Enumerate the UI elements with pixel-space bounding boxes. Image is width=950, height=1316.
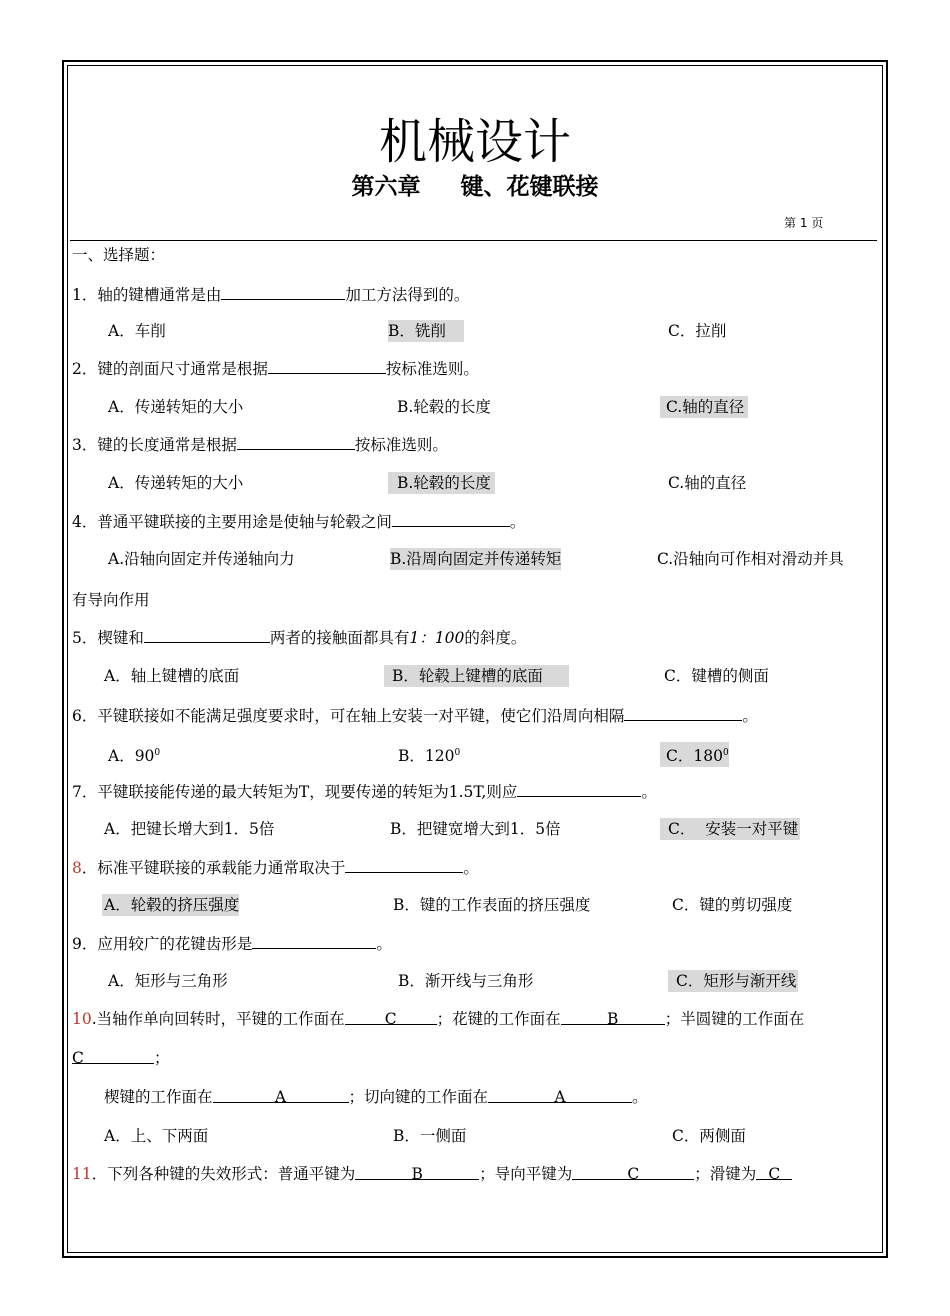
q2-option-b: B.轮毂的长度 — [397, 398, 491, 416]
question-3: 3．键的长度通常是根据 按标准选则。 — [72, 433, 448, 456]
question-11: 11．下列各种键的失效形式：普通平键为 B ；导向平键为 C ；滑键为 C — [72, 1163, 792, 1185]
question-10: 10.当轴作单向回转时，平键的工作面在 C ；花键的工作面在 B ；半圆键的工作面在 — [72, 1010, 805, 1028]
q5-option-a: A．轴上键槽的底面 — [104, 667, 240, 685]
q5-option-b: B．轮毂上键槽的底面 — [384, 665, 569, 687]
q2-option-c: C.轴的直径 — [660, 396, 748, 418]
question-4: 4．普通平键联接的主要用途是使轴与轮毂之间 。 — [72, 510, 525, 533]
question-1: 1．轴的键槽通常是由 加工方法得到的。 — [72, 283, 469, 306]
question-9: 9．应用较广的花键齿形是 。 — [72, 932, 392, 955]
question-5: 5．楔键和 两者的接触面都具有1：100的斜度。 — [72, 626, 526, 649]
q2-option-a: A．传递转矩的大小 — [108, 398, 244, 416]
chapter-title: 第六章 键、花键联接 — [351, 174, 599, 200]
q4-option-a: A.沿轴向固定并传递轴向力 — [108, 550, 295, 568]
q7-option-a: A．把键长增大到1．5倍 — [104, 820, 275, 838]
q9-option-c: C．矩形与渐开线 — [668, 970, 798, 992]
q1-option-c: C．拉削 — [668, 322, 727, 340]
q8-option-c: C．键的剪切强度 — [672, 896, 793, 914]
q10-option-c: C．两侧面 — [672, 1127, 746, 1145]
q7-option-c: C． 安装一对平键 — [660, 818, 800, 840]
page-number: 第 1 页 — [784, 216, 824, 230]
page-border-inner — [67, 65, 883, 1253]
question-10-cont: C ； — [72, 1049, 170, 1067]
q4-option-c-continued: 有导向作用 — [72, 591, 150, 609]
q7-option-b: B．把键宽增大到1．5倍 — [390, 820, 561, 838]
q8-option-b: B．键的工作表面的挤压强度 — [393, 896, 591, 914]
q10-option-b: B．一侧面 — [393, 1127, 467, 1145]
q4-option-b: B.沿周向固定并传递转矩 — [390, 550, 562, 568]
section-heading: 一、选择题： — [72, 246, 166, 264]
question-6: 6．平键联接如不能满足强度要求时，可在轴上安装一对平键，使它们沿周向相隔 。 — [72, 704, 758, 727]
q10-option-a: A．上、下两面 — [104, 1127, 209, 1145]
question-2: 2．键的剖面尺寸通常是根据 按标准选则。 — [72, 357, 479, 380]
q6-option-c: C．$180^0$ — [660, 742, 729, 767]
q4-option-c: C.沿轴向可作相对滑动并具 — [657, 550, 844, 568]
q9-option-b: B．渐开线与三角形 — [398, 972, 534, 990]
question-8: 8．标准平键联接的承载能力通常取决于 。 — [72, 856, 479, 879]
question-7: 7．平键联接能传递的最大转矩为T，现要传递的转矩为1.5T,则应 。 — [72, 780, 657, 803]
q3-option-c: C.轴的直径 — [668, 474, 747, 492]
document-title: 机械设计 — [378, 114, 571, 170]
q1-option-b: B．铣削 — [388, 320, 464, 342]
q1-option-a: A．车削 — [108, 322, 166, 340]
q6-option-a: A．$90^0$ — [108, 747, 161, 766]
q3-option-a: A．传递转矩的大小 — [108, 474, 244, 492]
q9-option-a: A．矩形与三角形 — [108, 972, 228, 990]
header-divider — [70, 240, 877, 241]
q3-option-b: B.轮毂的长度 — [388, 472, 495, 494]
q6-option-b: B．$120^0$ — [398, 747, 461, 766]
q8-option-a: A．轮毂的挤压强度 — [104, 896, 240, 914]
q5-option-c: C．键槽的侧面 — [664, 667, 769, 685]
question-10-line3: 楔键的工作面在 A ；切向键的工作面在 A 。 — [104, 1088, 648, 1106]
